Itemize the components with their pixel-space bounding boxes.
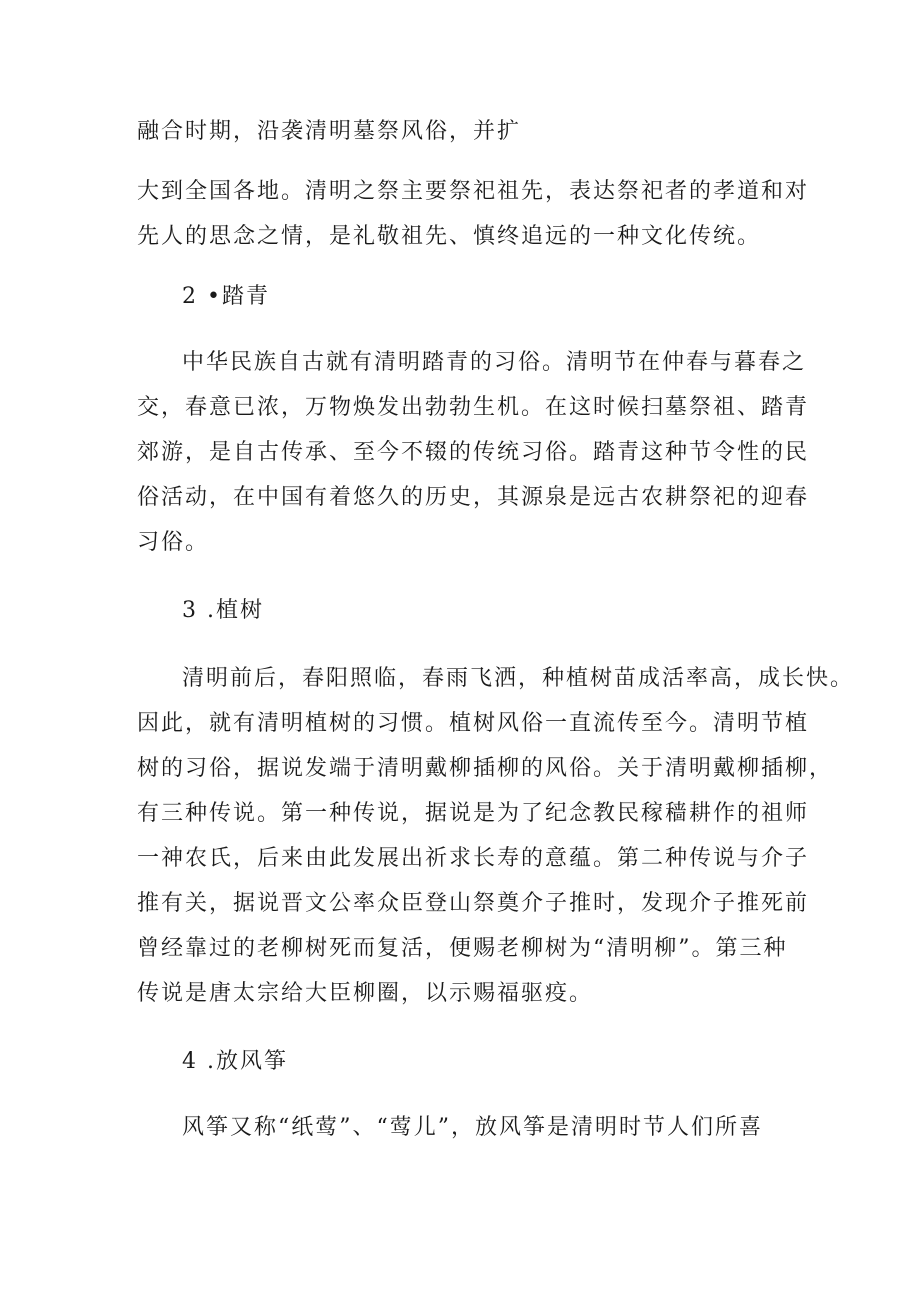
paragraph-line: 中华民族自古就有清明踏青的习俗。清明节在仲春与暮春之	[182, 350, 807, 375]
paragraph-line: 习俗。	[137, 530, 210, 555]
paragraph-line: 有三种传说。第一种传说，据说是为了纪念教民稼穑耕作的祖师	[137, 801, 810, 826]
paragraph-line: 先人的思念之情，是礼敬祖先、慎终追远的一种文化传统。	[137, 224, 762, 249]
paragraph-line: 一神农氏，后来由此发展出祈求长寿的意蕴。第二种传说与介子	[137, 846, 810, 871]
paragraph-line: 清明前后，春阳照临，春雨飞洒，种植树苗成活率高，成长快。	[182, 666, 855, 691]
paragraph-line: 传说是唐太宗给大臣柳圈，以示赐福驱疫。	[137, 981, 594, 1006]
paragraph-line: 因此，就有清明植树的习惯。植树风俗一直流传至今。清明节植	[137, 711, 810, 736]
section-heading-tagging: 2 •踏青	[182, 284, 270, 309]
section-heading-kite-flying: 4 .放风筝	[182, 1049, 288, 1074]
paragraph-line: 融合时期，沿袭清明墓祭风俗，并扩	[137, 119, 522, 144]
paragraph-line: 俗活动，在中国有着悠久的历史，其源泉是远古农耕祭祀的迎春	[137, 485, 810, 510]
paragraph-line: 郊游，是自古传承、至今不辍的传统习俗。踏青这种节令性的民	[137, 440, 810, 465]
paragraph-line: 树的习俗，据说发端于清明戴柳插柳的风俗。关于清明戴柳插柳，	[137, 756, 834, 781]
paragraph-line: 交，春意已浓，万物焕发出勃勃生机。在这时候扫墓祭祖、踏青	[137, 395, 810, 420]
section-heading-tree-planting: 3 .植树	[182, 598, 264, 623]
paragraph-line: 推有关，据说晋文公率众臣登山祭奠介子推时，发现介子推死前	[137, 891, 810, 916]
paragraph-line: 曾经靠过的老柳树死而复活，便赐老柳树为“清明柳”。第三种	[137, 936, 788, 961]
paragraph-line: 风筝又称“纸莺”、“莺儿”，放风筝是清明时节人们所喜	[182, 1115, 763, 1140]
paragraph-line: 大到全国各地。清明之祭主要祭祀祖先，表达祭祀者的孝道和对	[137, 179, 810, 204]
